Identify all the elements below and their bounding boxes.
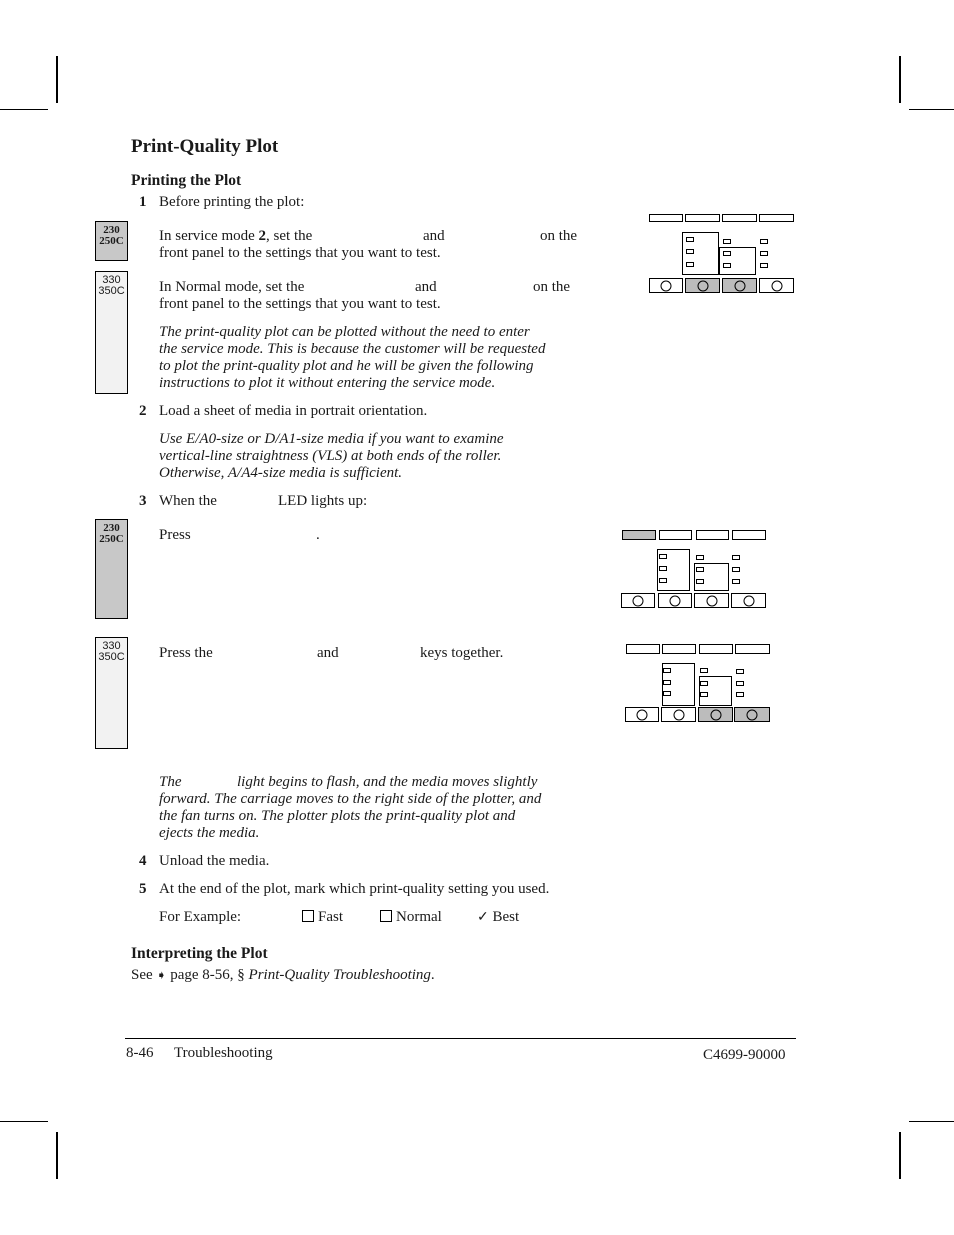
step-number: 1 <box>139 194 147 210</box>
panel-led <box>723 251 731 256</box>
example-option-best <box>477 909 519 926</box>
panel-led <box>736 681 744 686</box>
press-keys-instruction: Press the <box>159 645 213 661</box>
text-run: page 8-56, § <box>166 967 249 983</box>
panel-led <box>723 263 731 268</box>
text-run: In service mode <box>159 228 259 244</box>
note-service-mode <box>159 324 545 392</box>
checkbox-icon <box>302 910 314 922</box>
crop-mark <box>56 56 58 103</box>
page-title: Print-Quality Plot <box>131 136 279 157</box>
model-tab-330-350c <box>95 637 128 749</box>
section-heading-interpreting: Interpreting the Plot <box>131 945 268 962</box>
front-panel-diagram <box>621 529 769 611</box>
text-run: See <box>131 967 157 983</box>
text-run: on the <box>540 228 578 244</box>
model-label: 230 <box>103 522 120 534</box>
model-label: 250C <box>99 235 124 247</box>
panel-button-highlighted <box>722 278 757 293</box>
panel-key <box>662 644 696 654</box>
panel-button <box>625 707 659 722</box>
crop-mark <box>909 109 954 110</box>
arrow-icon: ➧ <box>156 968 167 982</box>
service-mode-instruction <box>159 228 312 245</box>
panel-button <box>658 593 692 608</box>
step-text: When the <box>159 493 217 509</box>
panel-button <box>649 278 683 293</box>
panel-led <box>760 239 768 244</box>
panel-led <box>663 691 671 696</box>
panel-led <box>732 567 740 572</box>
crop-mark <box>899 1132 901 1179</box>
option-label: Normal <box>396 909 442 925</box>
text-run: LED lights up: <box>278 493 368 509</box>
panel-button-highlighted <box>734 707 770 722</box>
step-text: Load a sheet of media in portrait orientation. <box>159 403 428 419</box>
panel-led <box>696 579 704 584</box>
crop-mark <box>909 1121 954 1122</box>
panel-led <box>663 680 671 685</box>
text-run: keys together. <box>420 645 504 661</box>
example-option-normal <box>380 909 442 926</box>
text-run: . <box>316 527 320 543</box>
model-label: 250C <box>99 533 124 545</box>
model-label: 330 <box>102 640 121 652</box>
checkmark-icon: ✓ <box>477 910 489 925</box>
footer-chapter: Troubleshooting <box>174 1045 273 1061</box>
panel-key <box>626 644 660 654</box>
option-label: Best <box>492 909 520 925</box>
section-heading-printing: Printing the Plot <box>131 172 242 189</box>
panel-key <box>732 530 766 540</box>
panel-led <box>732 579 740 584</box>
note-line: Otherwise, A/A4-size media is sufficient. <box>159 465 403 481</box>
service-mode-number: 2 <box>258 228 267 244</box>
panel-key <box>735 644 770 654</box>
panel-led <box>760 251 768 256</box>
option-label: Fast <box>318 909 344 925</box>
panel-led <box>663 668 671 673</box>
front-panel-diagram <box>649 213 797 295</box>
panel-key <box>685 214 720 222</box>
text-run: front panel to the settings that you want to test. <box>159 296 441 312</box>
normal-mode-instruction: In Normal mode, set the <box>159 279 305 295</box>
note-line: Use E/A0-size or D/A1-size media if you want to examine <box>159 431 504 447</box>
model-label: 350C <box>98 651 125 663</box>
panel-led <box>760 263 768 268</box>
panel-button <box>621 593 655 608</box>
note-plotting-cont <box>159 791 541 842</box>
note-plotting: The <box>159 774 182 790</box>
note-line: the fan turns on. The plotter plots the print-quality plot and <box>159 808 516 824</box>
cross-reference <box>131 967 435 984</box>
note-media-size <box>159 431 504 482</box>
panel-button-highlighted <box>685 278 720 293</box>
step-text: Unload the media. <box>159 853 270 869</box>
step-number: 4 <box>139 853 147 869</box>
text-run: and <box>423 228 445 244</box>
model-tab-230-250c <box>95 519 128 619</box>
panel-key <box>649 214 683 222</box>
text-run: . <box>430 967 435 983</box>
panel-led <box>736 692 744 697</box>
front-panel-diagram <box>625 643 773 725</box>
panel-button <box>694 593 729 608</box>
panel-led <box>700 668 708 673</box>
panel-button <box>731 593 766 608</box>
crop-mark <box>899 56 901 103</box>
panel-led <box>700 681 708 686</box>
text-run: , set the <box>266 228 313 244</box>
model-tab-230-250c <box>95 221 128 261</box>
footer-page-number: 8-46 <box>126 1045 154 1061</box>
crop-mark <box>0 109 48 110</box>
model-label: 330 <box>102 274 121 286</box>
step-number: 5 <box>139 881 147 897</box>
crop-mark <box>0 1121 48 1122</box>
panel-led <box>659 566 667 571</box>
panel-led <box>659 554 667 559</box>
text-run: front panel to the settings that you want to test. <box>159 245 441 261</box>
step-number: 3 <box>139 493 147 509</box>
example-option-fast <box>302 909 343 926</box>
panel-button <box>661 707 696 722</box>
model-tab-330-350c <box>95 271 128 394</box>
note-line: vertical-line straightness (VLS) at both ends of the roller. <box>159 448 502 464</box>
note-line: The print-quality plot can be plotted without the need to enter <box>159 324 530 340</box>
footer-rule <box>125 1038 796 1039</box>
note-line: instructions to plot it without entering the service mode. <box>159 375 496 391</box>
text-run: and <box>415 279 437 295</box>
panel-led <box>723 239 731 244</box>
panel-button-highlighted <box>698 707 733 722</box>
panel-led <box>736 669 744 674</box>
text-run: on the <box>533 279 571 295</box>
footer-doc-number: C4699-90000 <box>703 1047 786 1063</box>
press-instruction: Press <box>159 527 191 543</box>
model-label: 230 <box>103 224 120 236</box>
crop-mark <box>56 1132 58 1179</box>
panel-led <box>696 567 704 572</box>
step-text: Before printing the plot: <box>159 194 305 210</box>
panel-key-highlighted <box>622 530 656 540</box>
panel-key <box>759 214 794 222</box>
step-text: At the end of the plot, mark which print-quality setting you used. <box>159 881 550 897</box>
step-number: 2 <box>139 403 147 419</box>
panel-led <box>686 249 694 254</box>
panel-key <box>659 530 692 540</box>
note-line: the service mode. This is because the customer will be requested <box>159 341 546 357</box>
panel-key <box>696 530 729 540</box>
panel-key <box>722 214 757 222</box>
note-line: to plot the print-quality plot and he will be given the following <box>159 358 534 374</box>
note-line: forward. The carriage moves to the right side of the plotter, and <box>159 791 542 807</box>
text-run: and <box>317 645 339 661</box>
cross-reference-link[interactable]: Print-Quality Troubleshooting <box>248 967 431 983</box>
panel-led <box>732 555 740 560</box>
panel-led <box>700 692 708 697</box>
checkbox-icon <box>380 910 392 922</box>
panel-button <box>759 278 794 293</box>
panel-led <box>696 555 704 560</box>
panel-led <box>686 262 694 267</box>
panel-led <box>659 578 667 583</box>
panel-led <box>686 237 694 242</box>
model-label: 350C <box>98 285 125 297</box>
note-line: ejects the media. <box>159 825 260 841</box>
note-line: light begins to flash, and the media moves slightly <box>237 774 538 790</box>
panel-key <box>699 644 733 654</box>
example-label: For Example: <box>159 909 242 925</box>
